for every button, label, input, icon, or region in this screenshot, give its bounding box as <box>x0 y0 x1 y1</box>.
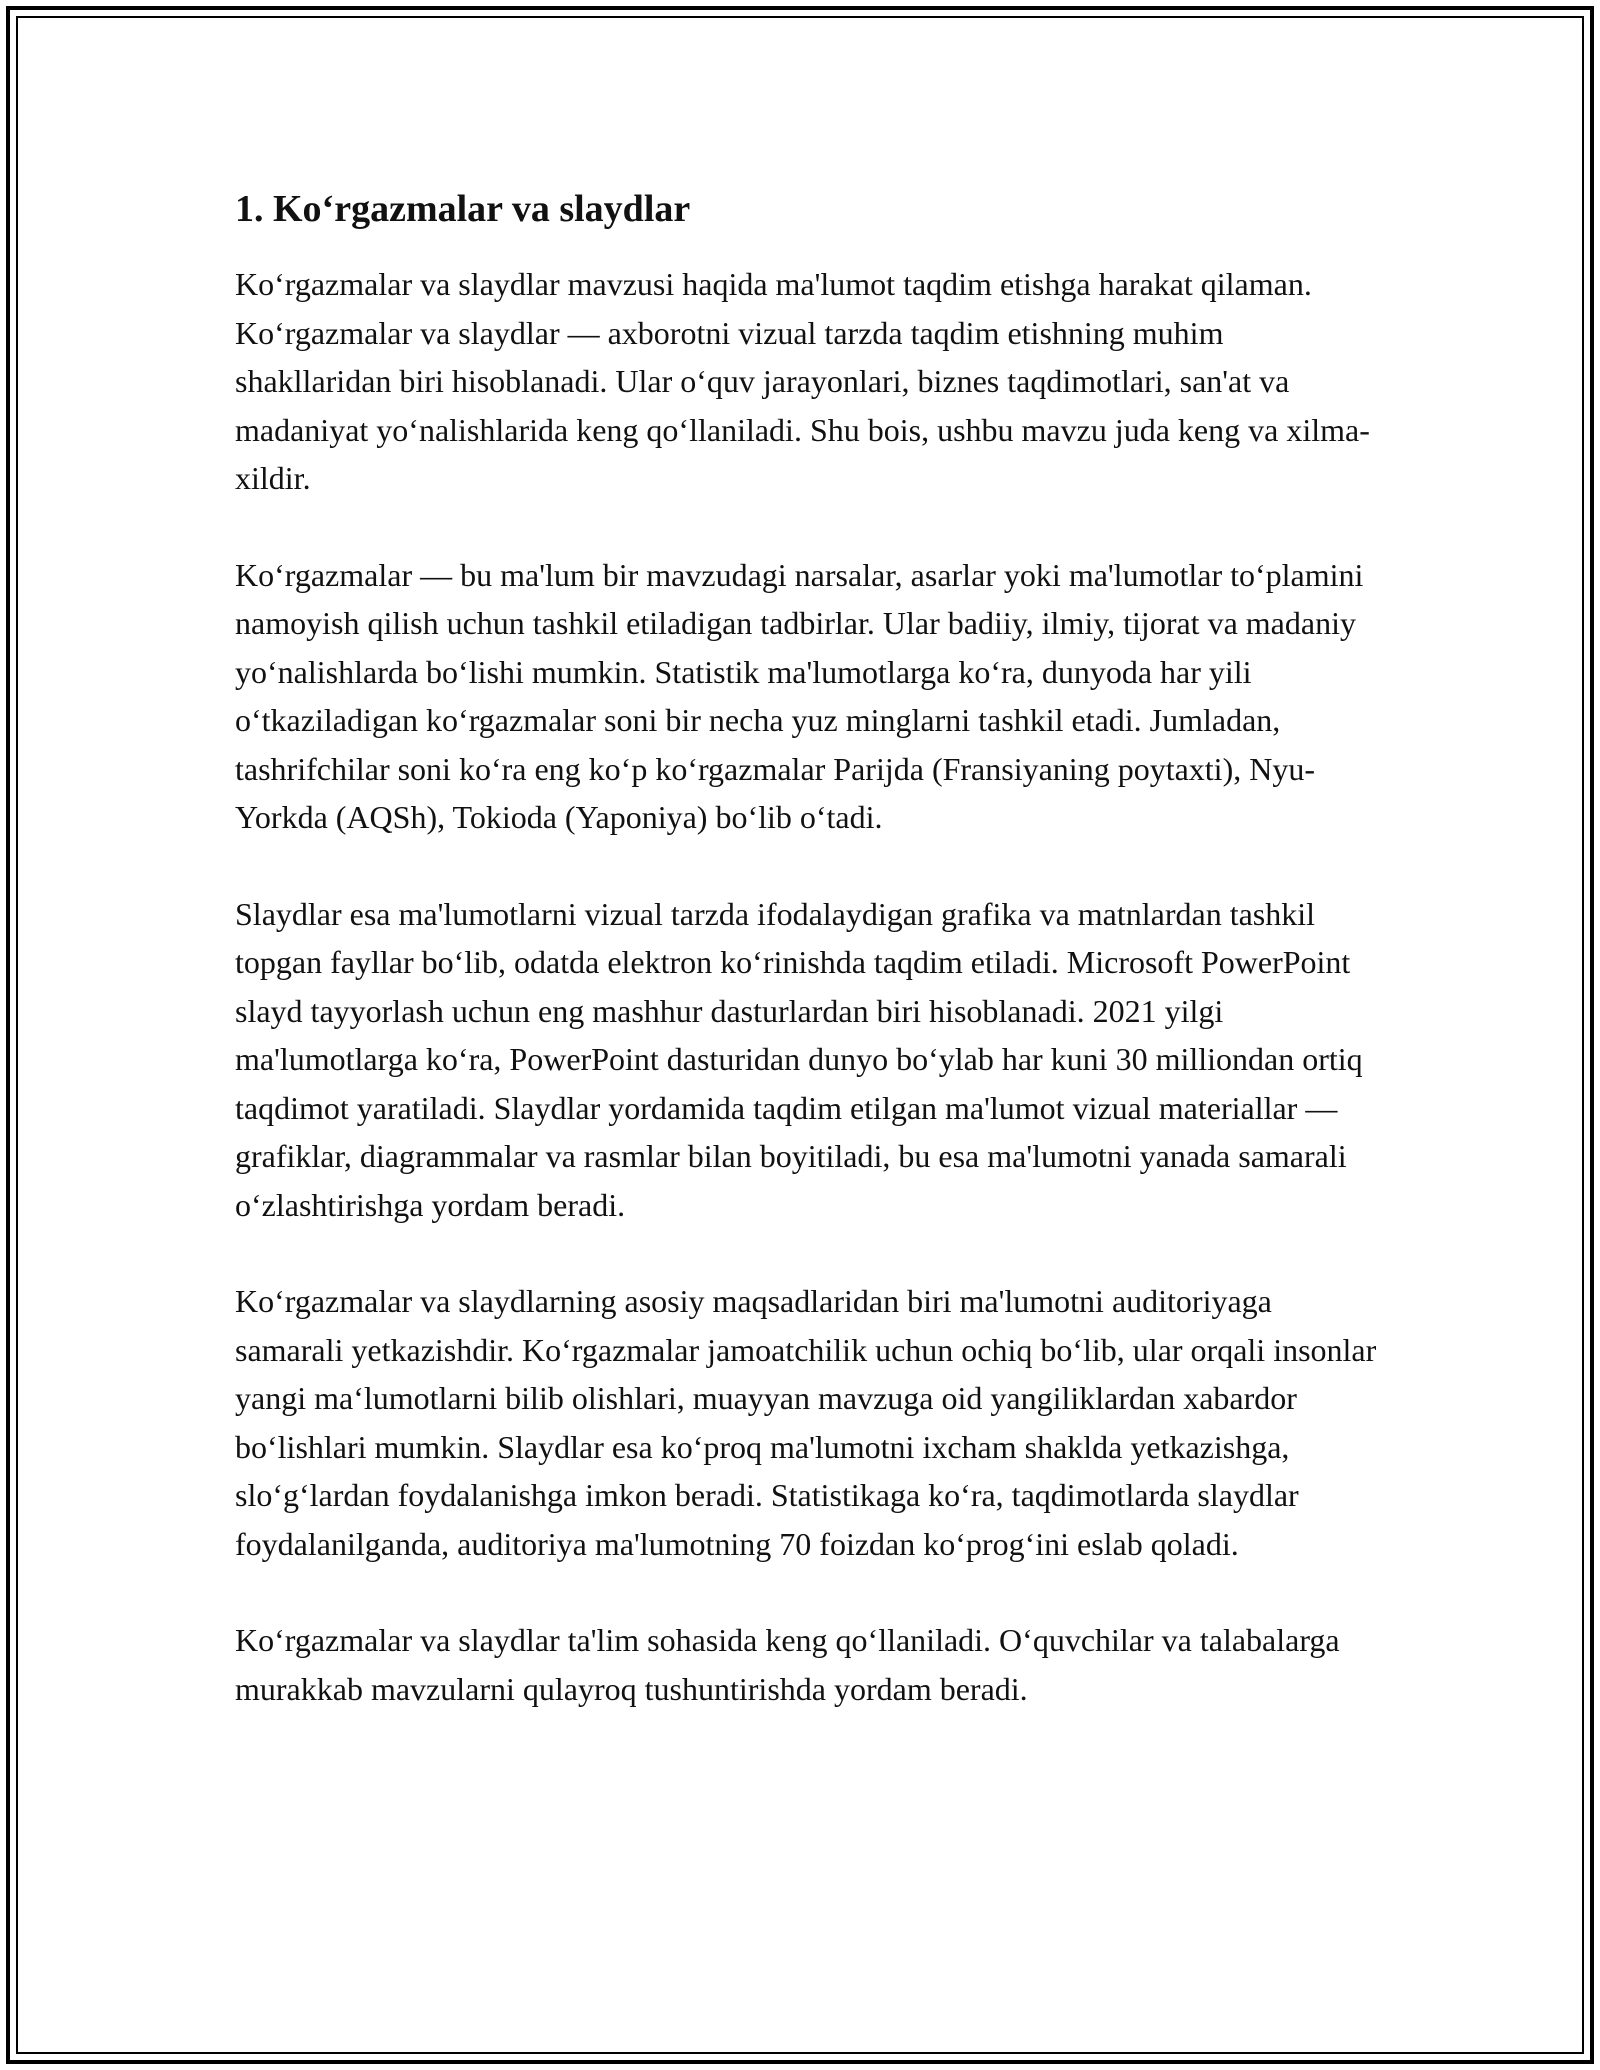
paragraph-2: Ko‘rgazmalar — bu ma'lum bir mavzudagi narsalar, asarlar yoki ma'lumotlar to‘plamini namoyish qilish uchun tashkil etiladigan tadbirlar. Ular badiiy, ilmiy, tijorat va madaniy yo‘nalishlarda bo‘lishi mumkin. Statistik ma'lumotlarga ko‘ra, dunyoda har yili o‘tkaziladigan ko‘rgazmalar soni bir necha yuz minglarni tashkil etadi. Jumladan, tashrifchilar soni ko‘ra eng ko‘p ko‘rgazmalar Parijda (Fransiyaning poytaxti), Nyu-Yorkda (AQSh), Tokioda (Yaponiya) bo‘lib o‘tadi. <box>235 556 1364 836</box>
section-heading: 1. Ko‘rgazmalar va slaydlar <box>235 188 691 230</box>
paragraph-5: Ko‘rgazmalar va slaydlar ta'lim sohasida keng qo‘llaniladi. O‘quvchilar va talabalarga murakkab mavzularni qulayroq tushuntirishda yordam beradi. <box>235 1622 1340 1707</box>
paragraph-1: Ko‘rgazmalar va slaydlar mavzusi haqida ma'lumot taqdim etishga harakat qilaman. Ko‘rgazmalar va slaydlar — axborotni vizual tarzda taqdim etishning muhim shakllaridan biri hisoblanadi. Ular o‘quv jarayonlari, biznes taqdimotlari, san'at va madaniyat yo‘nalishlarida keng qo‘llaniladi. Shu bois, ushbu mavzu juda keng va xilma-xildir. <box>235 266 1370 497</box>
paragraph-4: Ko‘rgazmalar va slaydlarning asosiy maqsadlaridan biri ma'lumotni auditoriyaga samarali yetkazishdir. Ko‘rgazmalar jamoatchilik uchun ochiq bo‘lib, ular orqali insonlar yangi ma‘lumotlarni bilib olishlari, muayyan mavzuga oid yangiliklardan xabardor bo‘lishlari mumkin. Slaydlar esa ko‘proq ma'lumotni ixcham shaklda yetkazishga, slo‘g‘lardan foydalanishga imkon beradi. Statistikaga ko‘ra, taqdimotlarda slaydlar foydalanilganda, auditoriya ma'lumotning 70 foizdan ko‘prog‘ini eslab qoladi. <box>235 1283 1377 1562</box>
paragraph-3: Slaydlar esa ma'lumotlarni vizual tarzda ifodalaydigan grafika va matnlardan tashkil topgan fayllar bo‘lib, odatda elektron ko‘rinishda taqdim etiladi. Microsoft PowerPoint slayd tayyorlash uchun eng mashhur dasturlardan biri hisoblanadi. 2021 yilgi ma'lumotlarga ko‘ra, PowerPoint dasturidan dunyo bo‘ylab har kuni 30 milliondan ortiq taqdimot yaratiladi. Slaydlar yordamida taqdim etilgan ma'lumot vizual materiallar — grafiklar, diagrammalar va rasmlar bilan boyitiladi, bu esa ma'lumotni yanada samarali o‘zlashtirishga yordam beradi. <box>235 895 1363 1223</box>
document-body <box>235 185 1385 1761</box>
